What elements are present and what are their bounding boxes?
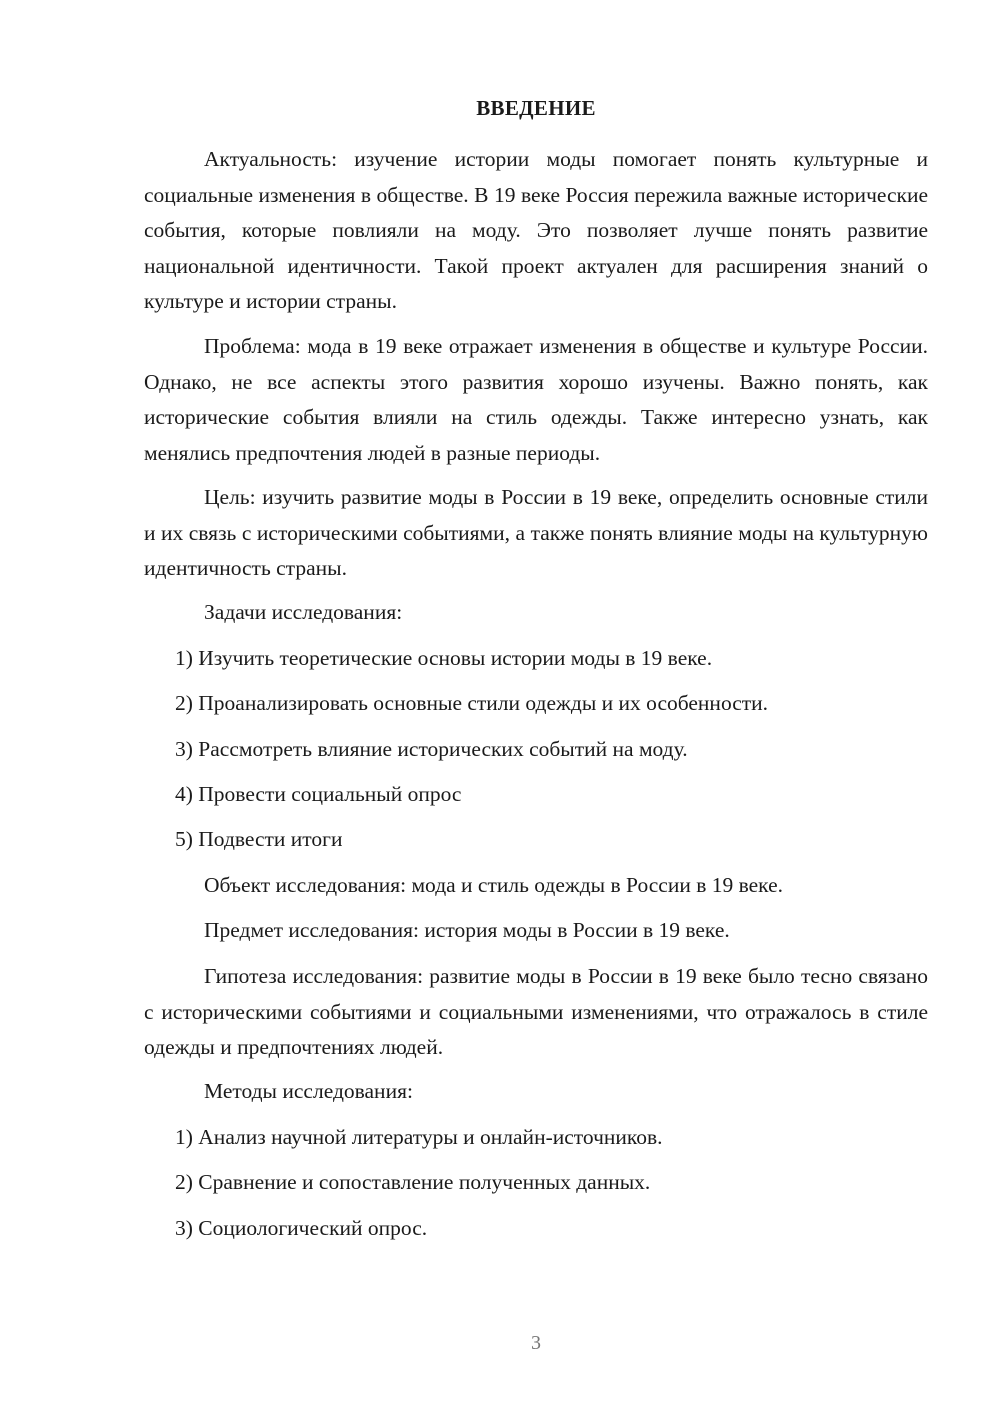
task-item: 5) Подвести итоги [175, 827, 343, 851]
section-heading: ВВЕДЕНИЕ [476, 96, 596, 120]
goal-paragraph: Цель: изучить развитие моды в России в 19 веке, определить основные стили и их связь с историческими событиями, а также понять влияние моды на культурную идентичность страны. [144, 485, 928, 581]
hypothesis-paragraph: Гипотеза исследования: развитие моды в России в 19 веке было тесно связано с историческими событиями и социальными изменениями, что отражалось в стиле одежды и предпочтениях людей. [144, 964, 928, 1060]
method-item: 1) Анализ научной литературы и онлайн-источников. [175, 1125, 663, 1149]
page-number: 3 [531, 1332, 541, 1354]
subject-paragraph: Предмет исследования: история моды в России в 19 веке. [204, 918, 730, 942]
task-item: 3) Рассмотреть влияние исторических событий на моду. [175, 737, 688, 761]
task-item: 1) Изучить теоретические основы истории моды в 19 веке. [175, 646, 713, 670]
methods-heading: Методы исследования: [204, 1079, 413, 1103]
method-item: 3) Социологический опрос. [175, 1216, 428, 1240]
object-paragraph: Объект исследования: мода и стиль одежды в России в 19 веке. [204, 873, 784, 897]
tasks-heading: Задачи исследования: [204, 600, 403, 624]
method-item: 2) Сравнение и сопоставление полученных данных. [175, 1170, 651, 1194]
relevance-paragraph: Актуальность: изучение истории моды помогает понять культурные и социальные изменения в обществе. В 19 веке Россия пережила важные исторические события, которые повлияли на моду. Это позволяет лучше понять развитие национальной идентичности. Такой проект актуален для расширения знаний о культуре и истории страны. [144, 147, 928, 314]
task-item: 2) Проанализировать основные стили одежды и их особенности. [175, 691, 769, 715]
task-item: 4) Провести социальный опрос [175, 782, 462, 806]
problem-paragraph: Проблема: мода в 19 веке отражает изменения в обществе и культуре России. Однако, не все аспекты этого развития хорошо изучены. Важно понять, как исторические события влияли на стиль одежды. Также интересно узнать, как менялись предпочтения людей в разные периоды. [144, 334, 928, 465]
